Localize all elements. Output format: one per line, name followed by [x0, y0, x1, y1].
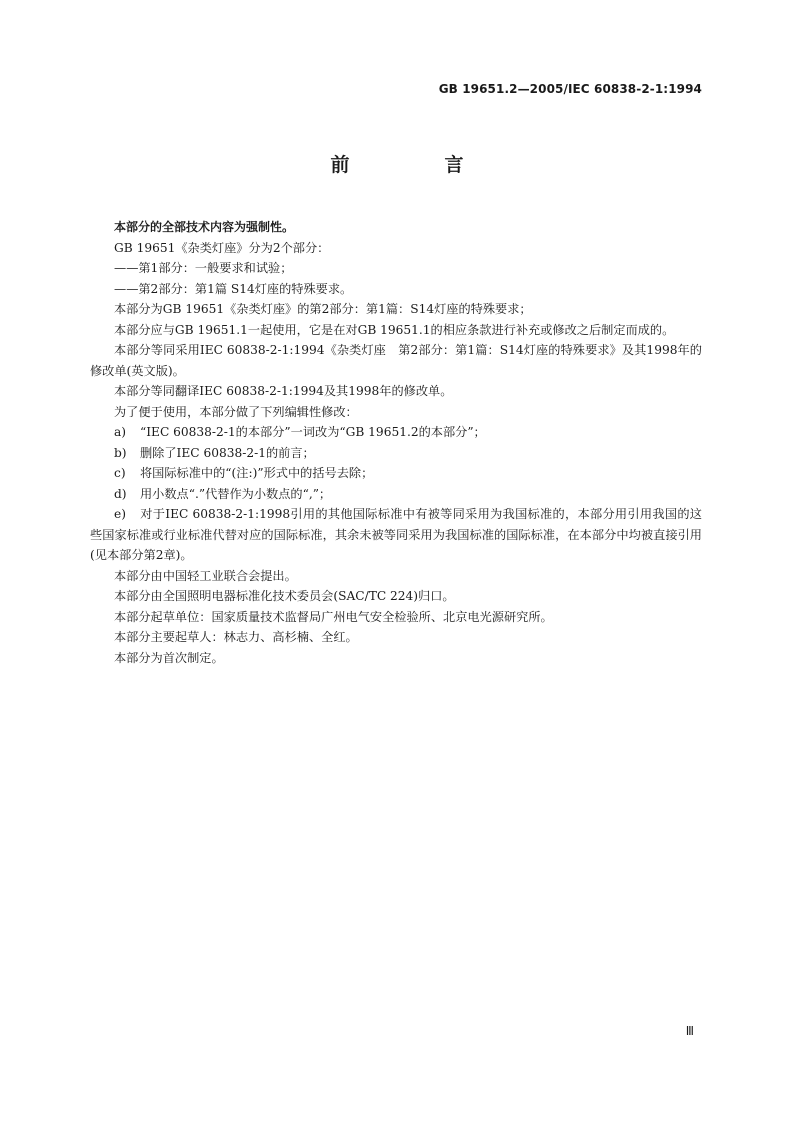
paragraph-committee: 本部分由全国照明电器标准化技术委员会(SAC/TC 224)归口。 — [114, 589, 455, 603]
edit-item-text: 用小数点“.”代替作为小数点的“,”； — [140, 486, 332, 501]
edit-item-text: 删除了IEC 60838-2-1的前言； — [140, 445, 315, 460]
edit-item-text: 对于IEC 60838-2-1:1998引用的其他国际标准中有被等同采用为我国标准的，本部分用引用我国的这些国家标准或行业标准代替对应的国际标准，其余未被等同采用为我国标准的国际标准，在本部分中均被直接引用(见本部分第2章)。 — [90, 507, 702, 562]
edit-item-label: b) — [114, 445, 127, 460]
edit-item — [90, 504, 702, 566]
paragraph-adoption: 本部分等同采用IEC 60838-2-1:1994《杂类灯座 第2部分：第1篇：S14灯座的特殊要求》及其1998年的修改单(英文版)。 — [90, 343, 702, 378]
paragraph-part-1: ——第1部分：一般要求和试验； — [114, 261, 293, 275]
edit-item — [90, 422, 702, 443]
paragraph-first-edition: 本部分为首次制定。 — [114, 650, 224, 665]
edit-item-label: c) — [114, 466, 126, 480]
paragraph-use-with: 本部分应与GB 19651.1一起使用，它是在对GB 19651.1的相应条款进行补充或修改之后制定而成的。 — [114, 322, 675, 337]
edit-item-text: 将国际标准中的“(注:)”形式中的括号去除； — [140, 466, 374, 480]
paragraph-this-part: 本部分为GB 19651《杂类灯座》的第2部分：第1篇：S14灯座的特殊要求； — [114, 302, 532, 316]
page-title: 前 言 — [330, 154, 502, 176]
edit-item-label: e) — [114, 507, 126, 521]
paragraph-mandatory: 本部分的全部技术内容为强制性。 — [114, 220, 295, 234]
paragraph-edits-intro: 为了便于使用，本部分做了下列编辑性修改： — [114, 404, 358, 419]
paragraph-parts-intro: GB 19651《杂类灯座》分为2个部分： — [114, 240, 330, 255]
paragraph-translation: 本部分等同翻译IEC 60838-2-1:1994及其1998年的修改单。 — [114, 384, 453, 398]
edit-item-label: a) — [114, 425, 127, 439]
edit-item-text: “IEC 60838-2-1的本部分”一词改为“GB 19651.2的本部分”； — [140, 425, 486, 439]
edit-item — [90, 484, 702, 505]
paragraph-drafting-units: 本部分起草单位：国家质量技术监督局广州电气安全检验所、北京电光源研究所。 — [114, 609, 553, 624]
standard-code-header: GB 19651.2—2005/IEC 60838-2-1:1994 — [438, 82, 702, 96]
paragraph-part-2: ——第2部分：第1篇 S14灯座的特殊要求。 — [114, 281, 353, 296]
paragraph-drafters: 本部分主要起草人：林志力、高杉楠、全红。 — [114, 630, 358, 644]
edit-item-label: d) — [114, 486, 127, 501]
preface-body — [90, 217, 702, 668]
edit-item — [90, 443, 702, 464]
edit-item — [90, 463, 702, 484]
paragraph-proposer: 本部分由中国轻工业联合会提出。 — [114, 568, 297, 583]
page-number: Ⅲ — [685, 1024, 694, 1038]
